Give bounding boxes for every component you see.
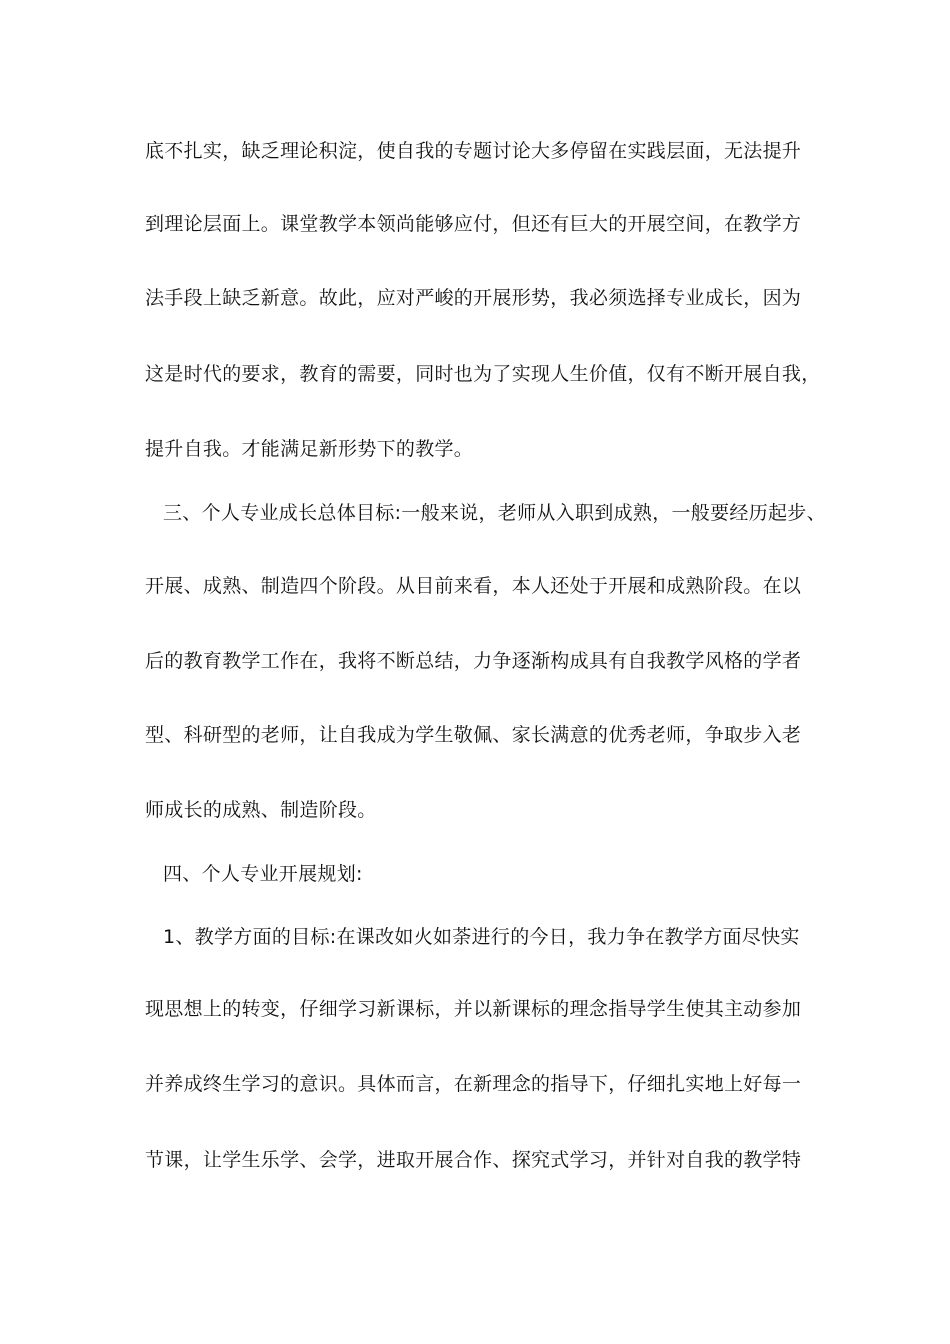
- text-line-13: 现思想上的转变，仔细学习新课标，并以新课标的理念指导学生使其主动参加: [145, 998, 802, 1020]
- section-four-heading: 四、个人专业开展规划:: [163, 863, 363, 885]
- item-one-line: 1、教学方面的目标:在课改如火如荼进行的今日，我力争在教学方面尽快实: [163, 926, 800, 948]
- text-line-9: 型、科研型的老师，让自我成为学生敬佩、家长满意的优秀老师，争取步入老: [145, 724, 802, 746]
- text-line-8: 后的教育教学工作在，我将不断总结，力争逐渐构成具有自我教学风格的学者: [145, 650, 802, 672]
- text-line-1: 底不扎实，缺乏理论积淀，使自我的专题讨论大多停留在实践层面，无法提升: [145, 140, 802, 162]
- text-line-14: 并养成终生学习的意识。具体而言，在新理念的指导下，仔细扎实地上好每一: [145, 1073, 802, 1095]
- text-line-3: 法手段上缺乏新意。故此，应对严峻的开展形势，我必须选择专业成长，因为: [145, 287, 802, 309]
- text-line-15: 节课，让学生乐学、会学，进取开展合作、探究式学习，并针对自我的教学特: [145, 1149, 802, 1171]
- text-line-10: 师成长的成熟、制造阶段。: [145, 799, 377, 821]
- section-three-heading-line: 三、个人专业成长总体目标:一般来说，老师从入职到成熟，一般要经历起步、: [163, 502, 826, 524]
- text-line-5: 提升自我。才能满足新形势下的教学。: [145, 438, 474, 460]
- text-line-7: 开展、成熟、制造四个阶段。从目前来看，本人还处于开展和成熟阶段。在以: [145, 575, 802, 597]
- text-line-2: 到理论层面上。课堂教学本领尚能够应付，但还有巨大的开展空间，在教学方: [145, 213, 802, 235]
- text-line-4: 这是时代的要求，教育的需要，同时也为了实现人生价值，仅有不断开展自我，: [145, 363, 821, 385]
